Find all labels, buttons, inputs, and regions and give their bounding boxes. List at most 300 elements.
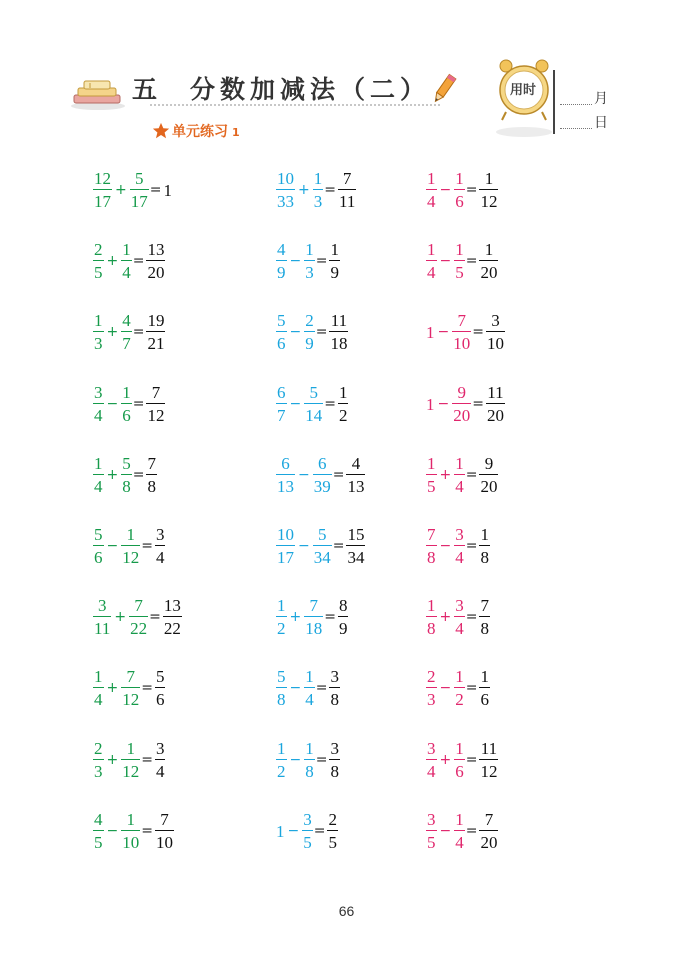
numerator: 4 bbox=[351, 454, 361, 473]
numerator: 2 bbox=[94, 240, 103, 259]
denominator: 6 bbox=[94, 548, 103, 567]
denominator: 34 bbox=[347, 548, 365, 567]
numerator: 7 bbox=[309, 596, 318, 615]
denominator: 9 bbox=[338, 619, 348, 638]
denominator: 2 bbox=[455, 690, 464, 709]
numerator: 1 bbox=[126, 810, 135, 829]
numerator: 5 bbox=[122, 454, 131, 473]
denominator: 2 bbox=[338, 406, 348, 425]
numerator: 8 bbox=[338, 596, 348, 615]
numerator: 1 bbox=[277, 596, 286, 615]
second-operand-fraction bbox=[454, 668, 465, 708]
denominator: 12 bbox=[480, 192, 498, 211]
denominator: 3 bbox=[427, 690, 436, 709]
second-operand-fraction bbox=[454, 455, 465, 495]
second-operand-fraction bbox=[302, 811, 313, 851]
equals-sign: = bbox=[132, 396, 145, 412]
result-fraction bbox=[146, 455, 157, 495]
equals-sign: = bbox=[315, 324, 328, 340]
denominator: 8 bbox=[305, 762, 314, 781]
equation-left-9 bbox=[93, 738, 165, 782]
alarm-clock-icon bbox=[494, 58, 554, 138]
numerator: 9 bbox=[457, 383, 466, 402]
equals-sign: = bbox=[332, 467, 345, 483]
second-operand-fraction bbox=[454, 597, 465, 637]
operator: − bbox=[437, 396, 450, 412]
first-operand-fraction bbox=[93, 455, 104, 495]
equals-sign: = bbox=[465, 823, 478, 839]
denominator: 4 bbox=[305, 690, 314, 709]
equation-right-6 bbox=[426, 524, 490, 568]
denominator: 18 bbox=[305, 619, 323, 638]
denominator: 10 bbox=[155, 833, 173, 852]
month-blank[interactable] bbox=[560, 104, 592, 105]
second-operand-fraction bbox=[304, 241, 315, 281]
numerator: 1 bbox=[484, 240, 494, 259]
result-fraction bbox=[163, 597, 182, 637]
book-stack-icon bbox=[70, 78, 126, 110]
numerator: 1 bbox=[122, 240, 131, 259]
numerator: 11 bbox=[487, 383, 504, 402]
equals-sign: = bbox=[141, 823, 153, 839]
denominator: 8 bbox=[480, 548, 489, 567]
first-operand-fraction bbox=[276, 455, 295, 495]
numerator: 5 bbox=[277, 667, 286, 686]
equation-right-1 bbox=[426, 168, 498, 212]
denominator: 5 bbox=[427, 477, 436, 496]
numerator: 1 bbox=[455, 739, 464, 758]
day-blank[interactable] bbox=[560, 128, 592, 129]
first-operand-whole-number: 1 bbox=[426, 394, 435, 414]
denominator: 7 bbox=[277, 406, 286, 425]
pencil-icon bbox=[431, 72, 457, 106]
numerator: 12 bbox=[94, 169, 111, 188]
result-fraction bbox=[338, 170, 356, 210]
denominator: 4 bbox=[155, 548, 165, 567]
operator: + bbox=[106, 324, 119, 340]
first-operand-fraction bbox=[276, 740, 287, 780]
equals-sign: = bbox=[132, 253, 145, 269]
numerator: 3 bbox=[97, 596, 107, 615]
numerator: 1 bbox=[484, 169, 494, 188]
equation-left-1 bbox=[93, 168, 172, 212]
denominator: 4 bbox=[94, 406, 103, 425]
first-operand-fraction bbox=[276, 668, 287, 708]
numerator: 2 bbox=[427, 667, 436, 686]
first-operand-fraction bbox=[426, 455, 437, 495]
denominator: 39 bbox=[313, 477, 331, 496]
denominator: 13 bbox=[347, 477, 365, 496]
equals-sign: = bbox=[141, 538, 153, 554]
numerator: 13 bbox=[147, 240, 165, 259]
numerator: 5 bbox=[309, 383, 318, 402]
denominator: 3 bbox=[94, 334, 103, 353]
denominator: 5 bbox=[328, 833, 337, 852]
denominator: 5 bbox=[427, 833, 436, 852]
equals-sign: = bbox=[465, 680, 478, 696]
denominator: 34 bbox=[313, 548, 331, 567]
operator: + bbox=[439, 609, 452, 625]
second-operand-fraction bbox=[121, 668, 140, 708]
result-fraction bbox=[486, 384, 505, 424]
section-title bbox=[172, 121, 240, 141]
denominator: 4 bbox=[455, 477, 464, 496]
denominator: 7 bbox=[122, 334, 131, 353]
numerator: 1 bbox=[480, 525, 489, 544]
operator: − bbox=[298, 467, 310, 483]
second-operand-fraction bbox=[313, 170, 324, 210]
chapter-number: 五 bbox=[132, 75, 158, 104]
operator: + bbox=[106, 680, 119, 696]
denominator: 12 bbox=[480, 762, 498, 781]
numerator: 7 bbox=[134, 596, 143, 615]
operator: + bbox=[114, 609, 127, 625]
equation-left-5 bbox=[93, 453, 157, 497]
equation-middle-9 bbox=[276, 738, 340, 782]
first-operand-fraction bbox=[426, 241, 437, 281]
denominator: 8 bbox=[480, 619, 489, 638]
operator: − bbox=[439, 680, 452, 696]
result-fraction bbox=[155, 740, 166, 780]
chapter-title: 分数加减法（二） bbox=[190, 75, 431, 104]
second-operand-fraction bbox=[452, 312, 471, 352]
second-operand-fraction bbox=[121, 455, 132, 495]
second-operand-fraction bbox=[304, 312, 315, 352]
equals-sign: = bbox=[465, 609, 478, 625]
numerator: 1 bbox=[94, 311, 103, 330]
denominator: 9 bbox=[277, 263, 286, 282]
second-operand-fraction bbox=[129, 597, 148, 637]
denominator: 2 bbox=[277, 619, 286, 638]
operator: − bbox=[287, 823, 300, 839]
second-operand-fraction bbox=[454, 170, 465, 210]
equation-middle-2 bbox=[276, 239, 340, 283]
denominator: 8 bbox=[147, 477, 156, 496]
second-operand-fraction bbox=[121, 811, 140, 851]
result-fraction bbox=[146, 241, 165, 281]
first-operand-fraction bbox=[276, 526, 295, 566]
numerator: 1 bbox=[455, 240, 464, 259]
operator: + bbox=[289, 609, 302, 625]
result-fraction bbox=[346, 526, 365, 566]
numerator: 7 bbox=[484, 810, 494, 829]
denominator: 8 bbox=[277, 690, 286, 709]
second-operand-fraction bbox=[313, 526, 332, 566]
denominator: 8 bbox=[427, 548, 436, 567]
numerator: 1 bbox=[126, 739, 135, 758]
denominator: 12 bbox=[122, 762, 140, 781]
result-fraction bbox=[479, 597, 490, 637]
denominator: 4 bbox=[94, 690, 103, 709]
second-operand-fraction bbox=[304, 597, 323, 637]
denominator: 21 bbox=[147, 334, 165, 353]
denominator: 20 bbox=[486, 406, 504, 425]
operator: − bbox=[289, 396, 302, 412]
denominator: 3 bbox=[313, 192, 323, 211]
first-operand-fraction bbox=[426, 668, 437, 708]
equals-sign: = bbox=[132, 324, 145, 340]
denominator: 17 bbox=[94, 192, 111, 211]
operator: − bbox=[439, 253, 452, 269]
first-operand-fraction bbox=[426, 597, 437, 637]
denominator: 33 bbox=[277, 192, 294, 211]
numerator: 3 bbox=[455, 596, 464, 615]
result-fraction bbox=[479, 241, 498, 281]
numerator: 1 bbox=[427, 240, 436, 259]
denominator: 20 bbox=[480, 263, 498, 282]
first-operand-fraction bbox=[93, 312, 104, 352]
denominator: 20 bbox=[480, 833, 498, 852]
numerator: 3 bbox=[455, 525, 464, 544]
equals-sign: = bbox=[141, 680, 153, 696]
operator: + bbox=[439, 752, 452, 768]
result-fraction bbox=[479, 740, 498, 780]
numerator: 1 bbox=[338, 383, 348, 402]
section-title-text: 单元练习 bbox=[172, 124, 228, 140]
denominator: 17 bbox=[277, 548, 294, 567]
numerator: 7 bbox=[160, 810, 169, 829]
numerator: 1 bbox=[427, 169, 436, 188]
equation-right-5 bbox=[426, 453, 498, 497]
first-operand-fraction bbox=[426, 526, 437, 566]
first-operand-fraction bbox=[93, 384, 104, 424]
numerator: 7 bbox=[480, 596, 489, 615]
denominator: 13 bbox=[277, 477, 294, 496]
denominator: 9 bbox=[330, 263, 339, 282]
numerator: 2 bbox=[94, 739, 103, 758]
denominator: 10 bbox=[122, 833, 140, 852]
denominator: 11 bbox=[338, 192, 356, 211]
equals-sign: = bbox=[324, 609, 336, 625]
denominator: 11 bbox=[94, 619, 111, 638]
equation-right-3 bbox=[426, 310, 505, 354]
equation-middle-8 bbox=[276, 666, 340, 710]
first-operand-fraction bbox=[93, 526, 104, 566]
denominator: 5 bbox=[303, 833, 312, 852]
equation-middle-7 bbox=[276, 595, 348, 639]
result-fraction bbox=[338, 384, 349, 424]
numerator: 13 bbox=[163, 596, 181, 615]
equals-sign: = bbox=[465, 538, 478, 554]
denominator: 4 bbox=[94, 477, 103, 496]
second-operand-fraction bbox=[452, 384, 471, 424]
equation-left-4 bbox=[93, 382, 165, 426]
numerator: 3 bbox=[94, 383, 103, 402]
numerator: 3 bbox=[330, 667, 339, 686]
first-operand-fraction bbox=[93, 170, 112, 210]
denominator: 4 bbox=[427, 762, 436, 781]
denominator: 12 bbox=[122, 690, 140, 709]
numerator: 3 bbox=[155, 525, 165, 544]
second-operand-fraction bbox=[454, 241, 465, 281]
numerator: 6 bbox=[281, 454, 290, 473]
numerator: 7 bbox=[342, 169, 352, 188]
operator: + bbox=[106, 253, 119, 269]
denominator: 4 bbox=[122, 263, 131, 282]
result-fraction bbox=[155, 811, 174, 851]
numerator: 5 bbox=[155, 667, 165, 686]
result-fraction bbox=[329, 312, 348, 352]
second-operand-fraction bbox=[121, 526, 140, 566]
second-operand-fraction bbox=[454, 526, 465, 566]
numerator: 1 bbox=[122, 383, 131, 402]
numerator: 7 bbox=[427, 525, 436, 544]
denominator: 20 bbox=[480, 477, 498, 496]
numerator: 3 bbox=[155, 739, 165, 758]
numerator: 1 bbox=[427, 454, 436, 473]
result-fraction bbox=[329, 241, 340, 281]
denominator: 5 bbox=[94, 833, 103, 852]
equals-sign: = bbox=[315, 253, 328, 269]
equation-left-10 bbox=[93, 809, 174, 853]
first-operand-fraction bbox=[93, 740, 104, 780]
equals-sign: = bbox=[472, 396, 484, 412]
numerator: 1 bbox=[427, 596, 436, 615]
denominator: 4 bbox=[455, 619, 464, 638]
numerator: 1 bbox=[313, 169, 323, 188]
equals-sign: = bbox=[332, 538, 345, 554]
equals-sign: = bbox=[465, 182, 478, 198]
denominator: 6 bbox=[155, 690, 165, 709]
denominator: 8 bbox=[122, 477, 131, 496]
numerator: 11 bbox=[330, 311, 348, 330]
equals-sign: = bbox=[313, 823, 326, 839]
equation-right-9 bbox=[426, 738, 498, 782]
second-operand-fraction bbox=[121, 384, 132, 424]
numerator: 1 bbox=[305, 739, 314, 758]
operator: − bbox=[439, 182, 452, 198]
result-fraction bbox=[486, 312, 505, 352]
numerator: 11 bbox=[480, 739, 498, 758]
denominator: 22 bbox=[163, 619, 181, 638]
operator: − bbox=[106, 538, 119, 554]
numerator: 5 bbox=[277, 311, 286, 330]
result-fraction bbox=[338, 597, 349, 637]
equation-right-7 bbox=[426, 595, 490, 639]
numerator: 3 bbox=[303, 810, 312, 829]
equals-sign: = bbox=[141, 752, 153, 768]
denominator: 8 bbox=[330, 762, 339, 781]
numerator: 2 bbox=[305, 311, 314, 330]
equation-left-8 bbox=[93, 666, 165, 710]
numerator: 4 bbox=[94, 810, 103, 829]
second-operand-fraction bbox=[130, 170, 149, 210]
operator: + bbox=[115, 182, 127, 198]
denominator: 4 bbox=[427, 263, 436, 282]
operator: − bbox=[289, 253, 302, 269]
first-operand-fraction bbox=[426, 170, 437, 210]
numerator: 5 bbox=[134, 169, 144, 188]
denominator: 12 bbox=[122, 548, 140, 567]
first-operand-fraction bbox=[426, 811, 437, 851]
denominator: 14 bbox=[305, 406, 323, 425]
result-fraction bbox=[479, 455, 498, 495]
numerator: 3 bbox=[491, 311, 500, 330]
numerator: 1 bbox=[126, 525, 135, 544]
equation-left-7 bbox=[93, 595, 182, 639]
equals-sign: = bbox=[465, 752, 478, 768]
result-fraction bbox=[146, 312, 165, 352]
operator: − bbox=[298, 538, 310, 554]
star-icon bbox=[152, 122, 170, 140]
denominator: 10 bbox=[486, 334, 504, 353]
denominator: 6 bbox=[455, 192, 464, 211]
first-operand-fraction bbox=[276, 597, 287, 637]
numerator: 7 bbox=[457, 311, 466, 330]
denominator: 3 bbox=[305, 263, 314, 282]
equals-sign: = bbox=[324, 396, 336, 412]
equation-right-10 bbox=[426, 809, 498, 853]
equation-left-6 bbox=[93, 524, 165, 568]
denominator: 18 bbox=[330, 334, 348, 353]
equals-sign: = bbox=[465, 253, 478, 269]
first-operand-whole-number: 1 bbox=[426, 322, 435, 342]
result-whole-number: 1 bbox=[163, 180, 172, 200]
result-fraction bbox=[479, 526, 490, 566]
month-label: 月 bbox=[594, 91, 608, 107]
denominator: 8 bbox=[330, 690, 339, 709]
denominator: 20 bbox=[453, 406, 471, 425]
numerator: 4 bbox=[122, 311, 131, 330]
denominator: 6 bbox=[480, 690, 489, 709]
second-operand-fraction bbox=[454, 740, 465, 780]
operator: − bbox=[437, 324, 450, 340]
operator: − bbox=[289, 680, 302, 696]
numerator: 1 bbox=[330, 240, 339, 259]
equation-right-8 bbox=[426, 666, 490, 710]
numerator: 10 bbox=[277, 169, 294, 188]
numerator: 15 bbox=[347, 525, 365, 544]
numerator: 3 bbox=[427, 810, 436, 829]
equals-sign: = bbox=[132, 467, 145, 483]
denominator: 5 bbox=[94, 263, 103, 282]
numerator: 6 bbox=[277, 383, 286, 402]
denominator: 5 bbox=[455, 263, 464, 282]
denominator: 4 bbox=[455, 833, 464, 852]
header-divider bbox=[150, 104, 440, 106]
denominator: 6 bbox=[277, 334, 286, 353]
numerator: 7 bbox=[126, 667, 135, 686]
numerator: 4 bbox=[277, 240, 286, 259]
operator: + bbox=[106, 752, 119, 768]
time-spent-label: 用时 bbox=[509, 83, 536, 98]
numerator: 5 bbox=[94, 525, 103, 544]
denominator: 9 bbox=[305, 334, 314, 353]
second-operand-fraction bbox=[121, 312, 132, 352]
denominator: 4 bbox=[155, 762, 165, 781]
operator: − bbox=[439, 823, 452, 839]
equals-sign: = bbox=[149, 182, 162, 198]
numerator: 19 bbox=[147, 311, 165, 330]
result-fraction bbox=[479, 170, 498, 210]
denominator: 4 bbox=[455, 548, 464, 567]
numerator: 1 bbox=[305, 667, 314, 686]
numerator: 3 bbox=[330, 739, 339, 758]
result-fraction bbox=[146, 384, 165, 424]
numerator: 3 bbox=[427, 739, 436, 758]
denominator: 17 bbox=[130, 192, 148, 211]
operator: + bbox=[439, 467, 452, 483]
denominator: 12 bbox=[147, 406, 165, 425]
equation-middle-10 bbox=[276, 809, 338, 853]
first-operand-fraction bbox=[93, 668, 104, 708]
equals-sign: = bbox=[149, 609, 161, 625]
equals-sign: = bbox=[465, 467, 478, 483]
equation-left-2 bbox=[93, 239, 165, 283]
operator: + bbox=[298, 182, 310, 198]
denominator: 3 bbox=[94, 762, 103, 781]
first-operand-fraction bbox=[276, 241, 287, 281]
